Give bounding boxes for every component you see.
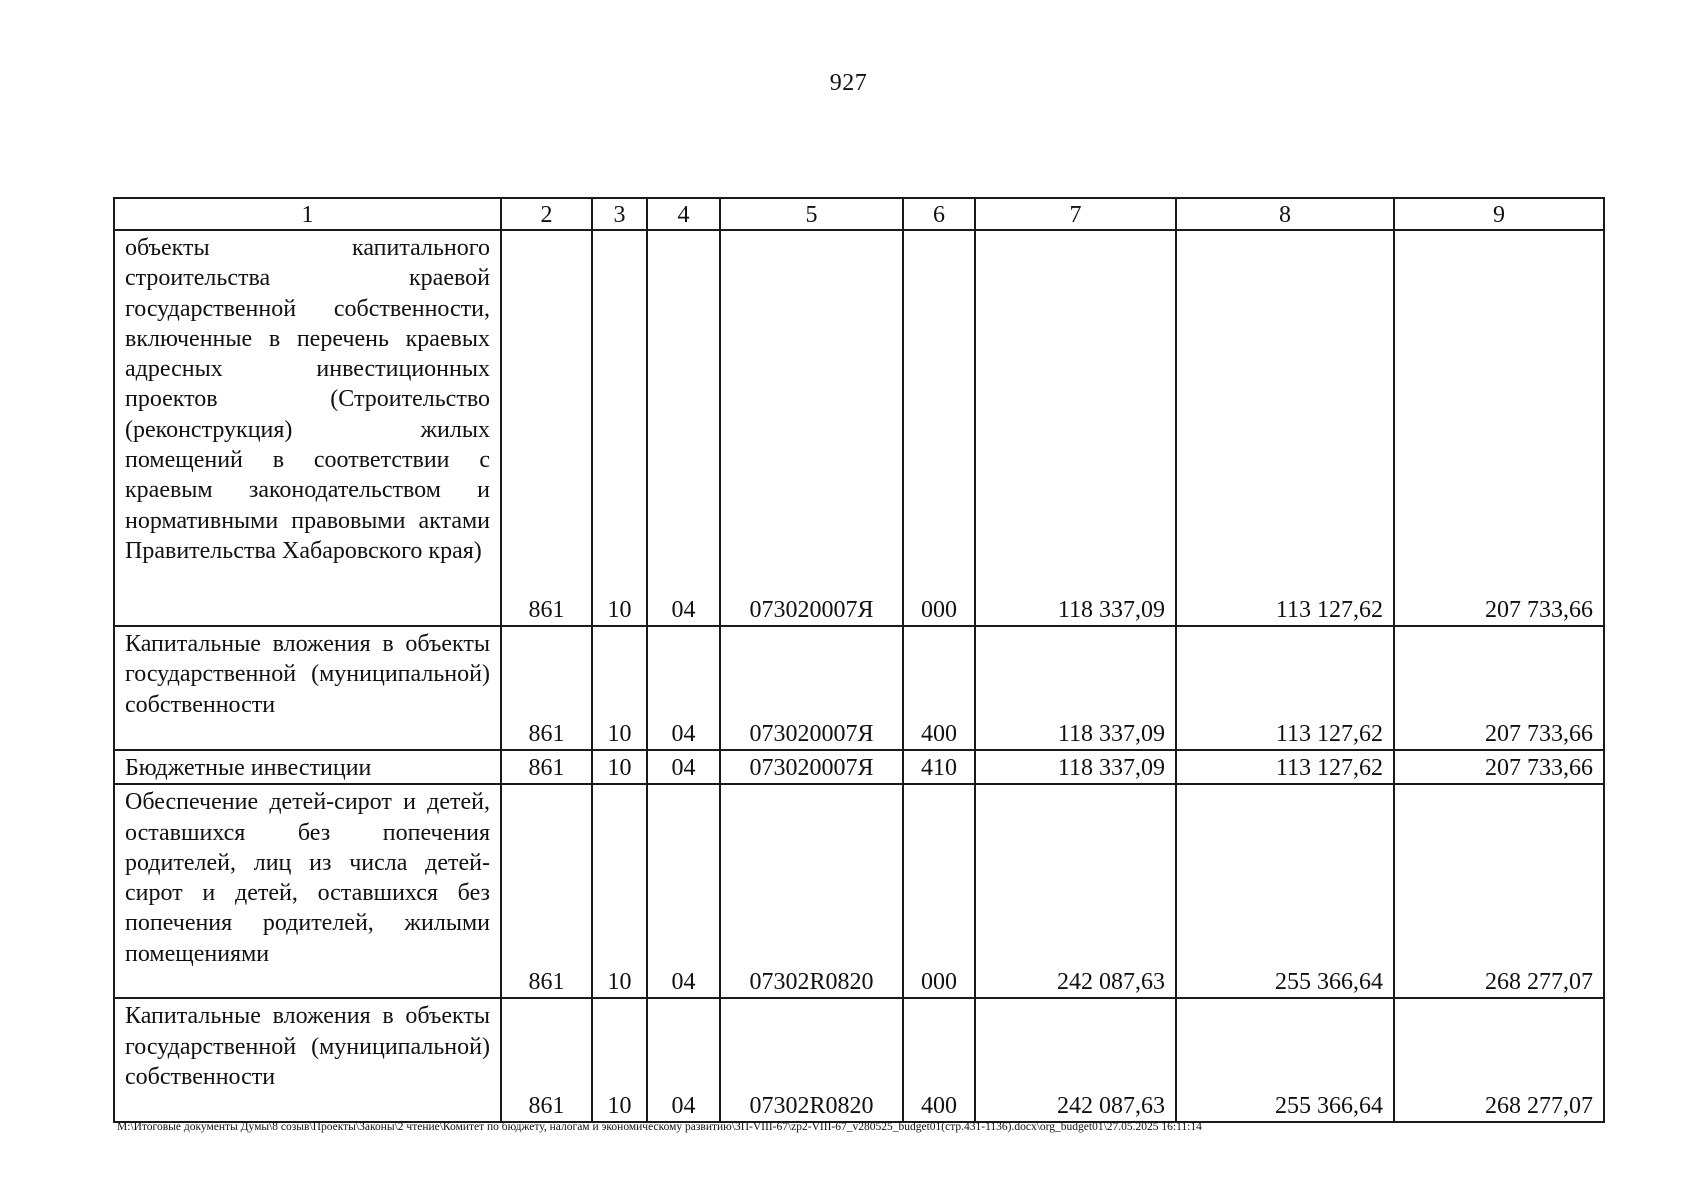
page-number: 927 (829, 70, 868, 96)
cell-section: 10 (592, 230, 647, 626)
cell-amount-col8: 113 127,62 (1176, 750, 1394, 784)
column-header: 8 (1176, 198, 1394, 230)
row-description: объекты капитального строительства краевой государственной собственности, включенные в перечень краевых адресных инвестиционных проектов (Строительство (реконструкция) жилых помещений в соответствии с краевым законодательством и нормативными правовыми актами Правительства Хабаровского края) (114, 230, 501, 626)
table-row (114, 230, 1604, 626)
cell-amount-col7: 118 337,09 (975, 626, 1176, 750)
cell-expense-type: 000 (903, 230, 975, 626)
cell-subsection: 04 (647, 626, 720, 750)
cell-amount-col7: 242 087,63 (975, 784, 1176, 998)
cell-expense-type: 400 (903, 626, 975, 750)
cell-ministry-code: 861 (501, 626, 592, 750)
table-row (114, 626, 1604, 750)
cell-amount-col7: 242 087,63 (975, 998, 1176, 1122)
cell-subsection: 04 (647, 784, 720, 998)
cell-section: 10 (592, 750, 647, 784)
cell-amount-col9: 207 733,66 (1394, 750, 1604, 784)
cell-ministry-code: 861 (501, 750, 592, 784)
column-header: 2 (501, 198, 592, 230)
table-header-row (114, 198, 1604, 230)
cell-subsection: 04 (647, 998, 720, 1122)
cell-target-article: 07302R0820 (720, 784, 903, 998)
cell-amount-col9: 268 277,07 (1394, 998, 1604, 1122)
row-description: Бюджетные инвестиции (114, 750, 501, 784)
cell-section: 10 (592, 784, 647, 998)
row-description: Капитальные вложения в объекты государственной (муниципальной) собственности (114, 626, 501, 750)
cell-section: 10 (592, 998, 647, 1122)
table-row (114, 784, 1604, 998)
table-row (114, 998, 1604, 1122)
column-header: 3 (592, 198, 647, 230)
cell-target-article: 073020007Я (720, 230, 903, 626)
table-row (114, 750, 1604, 784)
column-header: 1 (114, 198, 501, 230)
cell-section: 10 (592, 626, 647, 750)
cell-amount-col8: 113 127,62 (1176, 230, 1394, 626)
cell-amount-col9: 207 733,66 (1394, 626, 1604, 750)
cell-amount-col7: 118 337,09 (975, 230, 1176, 626)
cell-amount-col8: 255 366,64 (1176, 998, 1394, 1122)
cell-expense-type: 400 (903, 998, 975, 1122)
cell-expense-type: 000 (903, 784, 975, 998)
cell-amount-col9: 207 733,66 (1394, 230, 1604, 626)
cell-amount-col9: 268 277,07 (1394, 784, 1604, 998)
cell-target-article: 07302R0820 (720, 998, 903, 1122)
cell-subsection: 04 (647, 230, 720, 626)
column-header: 5 (720, 198, 903, 230)
cell-target-article: 073020007Я (720, 626, 903, 750)
budget-table-container (113, 197, 1603, 1123)
cell-ministry-code: 861 (501, 784, 592, 998)
cell-expense-type: 410 (903, 750, 975, 784)
cell-amount-col8: 113 127,62 (1176, 626, 1394, 750)
column-header: 4 (647, 198, 720, 230)
cell-amount-col7: 118 337,09 (975, 750, 1176, 784)
column-header: 9 (1394, 198, 1604, 230)
column-header: 7 (975, 198, 1176, 230)
column-header: 6 (903, 198, 975, 230)
budget-table (113, 197, 1605, 1123)
cell-subsection: 04 (647, 750, 720, 784)
row-description: Капитальные вложения в объекты государственной (муниципальной) собственности (114, 998, 501, 1122)
cell-ministry-code: 861 (501, 230, 592, 626)
row-description: Обеспечение детей-сирот и детей, оставшихся без попечения родителей, лиц из числа детей-сирот и детей, оставшихся без попечения родителей, жилыми помещениями (114, 784, 501, 998)
cell-ministry-code: 861 (501, 998, 592, 1122)
document-file-path: М:\Итоговые документы Думы\8 созыв\Проекты\Законы\2 чтение\Комитет по бюджету, налогам и экономическому развитию\ЗП-VIII-67\zp2-VIII-67_v280525_budget01(стр.431-1136).docx\org_budget01\27.05.2025 16:11:14 (117, 1121, 1202, 1133)
cell-target-article: 073020007Я (720, 750, 903, 784)
cell-amount-col8: 255 366,64 (1176, 784, 1394, 998)
